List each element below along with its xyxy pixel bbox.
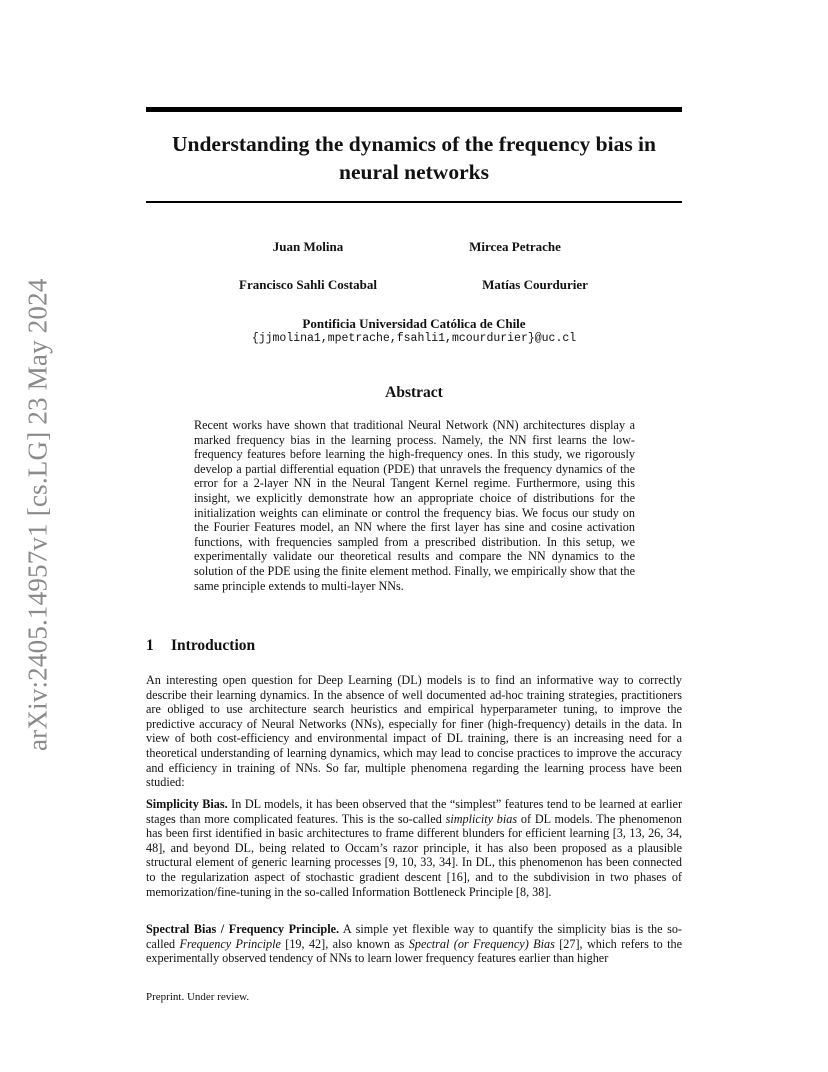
section-heading xyxy=(146,637,682,655)
paper-title xyxy=(146,130,682,186)
spectral-bias-paragraph xyxy=(146,922,682,966)
title-top-rule xyxy=(146,107,682,112)
emphasized-term: simplicity bias xyxy=(445,811,518,826)
abstract-text: Recent works have shown that traditional Neural Network (NN) architectures display a marked frequency bias in the learning process. Namely, the NN first learns the low-frequency features before learning the high-frequency ones. In this study, we rigorously develop a partial differential equation (PDE) that unravels the frequency dynamics of the error for a 2-layer NN in the Neural Tangent Kernel regime. Furthermore, using this insight, we explicitly demonstrate how an appropriate choice of distributions for the initialization weights can eliminate or control the frequency bias. We focus our study on the Fourier Features model, an NN where the first layer has sine and cosine activation functions, with frequencies sampled from a prescribed distribution. In this setup, we experimentally validate our theoretical results and compare the NN dynamics to the solution of the PDE using the finite element method. Finally, we empirically show that the same principle extends to multi-layer NNs. xyxy=(194,418,635,593)
author-name: Matías Courdurier xyxy=(482,277,588,292)
paragraph-run-in-heading: Spectral Bias / Frequency Principle. xyxy=(146,922,340,936)
paragraph-text: [27], which refers to the experimentally observed tendency of NNs to learn lower frequency features earlier than higher xyxy=(146,936,683,966)
paragraph-text: A simple yet flexible way to quantify the simplicity bias is the so-called xyxy=(146,922,682,951)
author-name: Mircea Petrache xyxy=(469,239,561,254)
author-name: Juan Molina xyxy=(272,239,344,254)
paragraph-run-in-heading: Simplicity Bias. xyxy=(146,797,228,811)
emphasized-term: Spectral (or Frequency) Bias xyxy=(408,936,555,951)
section-number: 1 xyxy=(146,637,154,654)
simplicity-bias-paragraph xyxy=(146,797,682,899)
page-footer: Preprint. Under review. xyxy=(146,991,250,1003)
author-name: Francisco Sahli Costabal xyxy=(239,277,377,292)
paragraph-text: [19, 42], also known as xyxy=(280,936,409,951)
title-bottom-rule xyxy=(146,201,682,203)
paragraph-text: In DL models, it has been observed that the “simplest” features tend to be learned at earlier stages than more complicated features. This is the so-called xyxy=(146,797,682,826)
title-line-2: neural networks xyxy=(339,160,489,184)
affiliation: Pontificia Universidad Católica de Chile xyxy=(302,316,526,331)
author-emails: {jjmolina1,mpetrache,fsahli1,mcourdurier}@uc.cl xyxy=(251,332,577,345)
section-title: Introduction xyxy=(171,637,256,654)
arxiv-identifier-stamp: arXiv:2405.14957v1 [cs.LG] 23 May 2024 xyxy=(22,278,53,752)
emphasized-term: Frequency Principle xyxy=(179,936,281,951)
intro-paragraph: An interesting open question for Deep Learning (DL) models is to find an informative way to correctly describe their learning dynamics. In the absence of well documented ad-hoc training strategies, practitioners are obliged to use architecture search heuristics and empirical hyperparameter tuning, to improve the predictive accuracy of Neural Networks (NNs), especially for finer (high-frequency) details in the data. In view of both cost-efficiency and environmental impact of DL training, there is an increasing need for a theoretical understanding of learning dynamics, which may lead to concise practices to improve the accuracy and efficiency in training of NNs. So far, multiple phenomena regarding the learning process have been studied: xyxy=(146,673,682,790)
title-line-1: Understanding the dynamics of the frequency bias in xyxy=(171,132,656,156)
abstract-heading: Abstract xyxy=(385,384,443,401)
paragraph-text: of DL models. The phenomenon has been first identified in basic architectures to frame different blunders for efficient learning [3, 13, 26, 34, 48], and beyond DL, being related to Occam’s razor principle, it has also been proposed as a plausible structural element of generic learning processes [9, 10, 33, 34]. In DL, this phenomenon has been connected to the regularization aspect of stochastic gradient descent [16], and to the subdivision in two phases of memorization/fine-tuning in the so-called Information Bottleneck Principle [8, 38]. xyxy=(146,811,682,899)
